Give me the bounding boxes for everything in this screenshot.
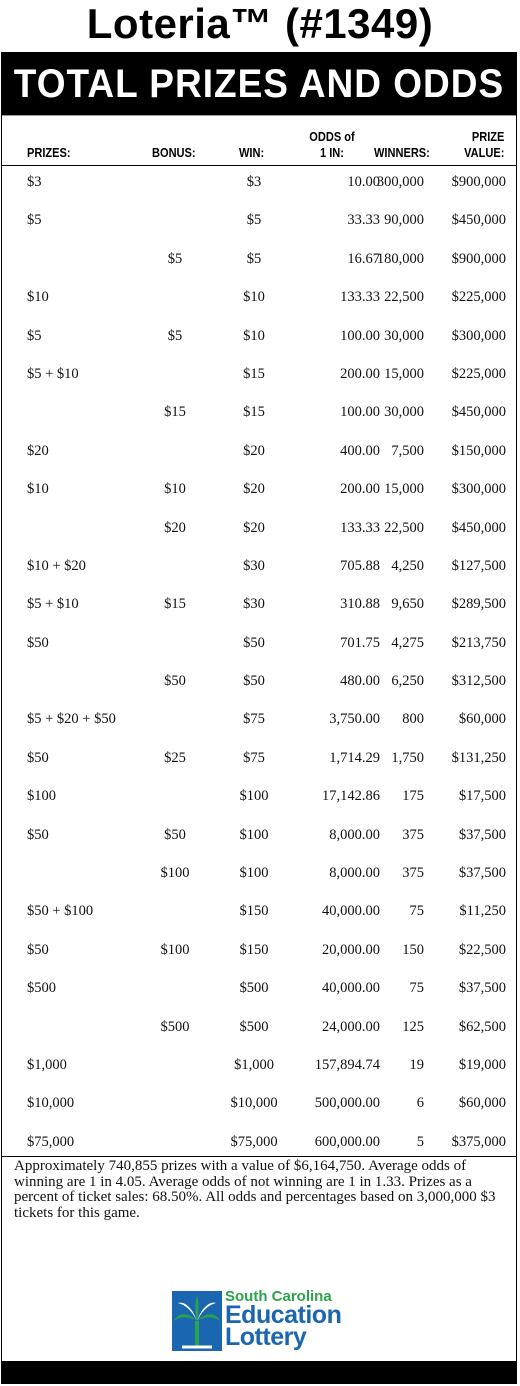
table-row bbox=[2, 365, 516, 403]
cell-value: $213,750 bbox=[451, 634, 506, 651]
cell-value: $60,000 bbox=[458, 1095, 506, 1112]
cell-odds: 600,000.00 bbox=[314, 1133, 380, 1150]
cell-prize: $5 + $10 bbox=[27, 596, 79, 613]
cell-win: $100 bbox=[239, 826, 269, 843]
cell-win: $20 bbox=[243, 442, 265, 459]
cell-value: $900,000 bbox=[451, 174, 506, 190]
cell-prize: $50 bbox=[27, 826, 49, 843]
cell-value: $60,000 bbox=[458, 711, 506, 728]
table-row bbox=[2, 288, 516, 326]
cell-bonus: $100 bbox=[160, 865, 190, 882]
cell-win: $150 bbox=[239, 903, 269, 920]
cell-bonus: $15 bbox=[164, 404, 186, 421]
cell-winners: 15,000 bbox=[384, 365, 424, 382]
cell-winners: 125 bbox=[402, 1018, 424, 1035]
cell-winners: 9,650 bbox=[391, 596, 424, 613]
cell-value: $17,500 bbox=[458, 788, 506, 805]
cell-value: $19,000 bbox=[458, 1056, 506, 1073]
header-prizes: PRIZES: bbox=[27, 145, 71, 160]
cell-prize: $50 bbox=[27, 634, 49, 651]
table-row bbox=[2, 595, 516, 633]
cell-value: $37,500 bbox=[458, 826, 506, 843]
logo-line-south-carolina: South Carolina bbox=[225, 1288, 332, 1305]
header-win: WIN: bbox=[239, 145, 265, 160]
prize-rows bbox=[2, 166, 516, 1171]
cell-prize: $3 bbox=[27, 174, 42, 190]
table-row bbox=[2, 941, 516, 979]
cell-win: $1,000 bbox=[234, 1056, 274, 1073]
table-header-row bbox=[2, 113, 516, 166]
table-row bbox=[2, 480, 516, 518]
cell-value: $225,000 bbox=[451, 365, 506, 382]
cell-win: $3 bbox=[246, 174, 262, 190]
cell-odds: 3,750.00 bbox=[329, 711, 380, 728]
cell-odds: 16.67 bbox=[347, 250, 380, 267]
table-row bbox=[2, 557, 516, 595]
cell-odds: 8,000.00 bbox=[329, 865, 380, 882]
header-odds bbox=[307, 129, 358, 161]
cell-odds: 157,894.74 bbox=[314, 1056, 380, 1073]
cell-prize: $5 + $10 bbox=[27, 365, 79, 382]
cell-bonus: $5 bbox=[167, 327, 183, 344]
table-row bbox=[2, 710, 516, 748]
cell-win: $100 bbox=[239, 865, 269, 882]
cell-winners: 7,500 bbox=[391, 442, 424, 459]
prizes-table-frame bbox=[1, 52, 517, 1384]
cell-prize: $10 bbox=[27, 481, 49, 498]
cell-win: $75 bbox=[243, 711, 265, 728]
table-row bbox=[2, 864, 516, 902]
cell-winners: 19 bbox=[409, 1056, 424, 1073]
cell-value: $375,000 bbox=[451, 1133, 506, 1150]
cell-odds: 40,000.00 bbox=[322, 903, 380, 920]
cell-odds: 10.00 bbox=[347, 174, 380, 190]
cell-bonus: $15 bbox=[164, 596, 186, 613]
cell-odds: 8,000.00 bbox=[329, 826, 380, 843]
cell-value: $450,000 bbox=[451, 212, 506, 229]
cell-winners: 90,000 bbox=[384, 212, 424, 229]
cell-win: $10 bbox=[243, 289, 265, 306]
cell-prize: $10 bbox=[27, 289, 49, 306]
cell-win: $50 bbox=[243, 634, 265, 651]
cell-win: $500 bbox=[239, 980, 269, 997]
cell-odds: 200.00 bbox=[340, 365, 380, 382]
cell-bonus: $5 bbox=[167, 250, 183, 267]
header-value-line2: VALUE: bbox=[463, 145, 504, 160]
cell-value: $289,500 bbox=[451, 596, 506, 613]
cell-win: $150 bbox=[239, 941, 269, 958]
cell-odds: 705.88 bbox=[340, 557, 380, 574]
cell-win: $20 bbox=[243, 519, 265, 536]
cell-bonus: $20 bbox=[164, 519, 186, 536]
cell-winners: 180,000 bbox=[376, 250, 424, 267]
header-prize-value bbox=[464, 129, 504, 161]
table-banner: TOTAL PRIZES AND ODDS bbox=[2, 52, 516, 115]
header-value-line1: PRIZE bbox=[471, 129, 504, 144]
table-row bbox=[2, 672, 516, 710]
cell-value: $62,500 bbox=[458, 1018, 506, 1035]
cell-value: $300,000 bbox=[451, 481, 506, 498]
cell-winners: 175 bbox=[402, 788, 424, 805]
table-row bbox=[2, 787, 516, 825]
cell-win: $15 bbox=[243, 365, 265, 382]
cell-bonus: $100 bbox=[160, 941, 190, 958]
cell-prize: $500 bbox=[27, 980, 56, 997]
cell-prize: $50 bbox=[27, 941, 49, 958]
table-row bbox=[2, 1018, 516, 1056]
cell-odds: 100.00 bbox=[340, 327, 380, 344]
cell-odds: 310.88 bbox=[340, 596, 380, 613]
cell-value: $131,250 bbox=[451, 749, 506, 766]
cell-win: $50 bbox=[243, 673, 265, 690]
cell-value: $312,500 bbox=[451, 673, 506, 690]
cell-bonus: $500 bbox=[160, 1018, 190, 1035]
cell-prize: $5 bbox=[27, 327, 42, 344]
cell-odds: 133.33 bbox=[340, 519, 380, 536]
table-row bbox=[2, 1056, 516, 1094]
cell-winners: 30,000 bbox=[384, 404, 424, 421]
table-row bbox=[2, 403, 516, 441]
logo-line-education: Education bbox=[225, 1301, 342, 1329]
cell-prize: $20 bbox=[27, 442, 49, 459]
cell-odds: 701.75 bbox=[340, 634, 380, 651]
cell-win: $30 bbox=[243, 596, 265, 613]
cell-value: $450,000 bbox=[451, 404, 506, 421]
cell-prize: $5 bbox=[27, 212, 42, 229]
cell-winners: 75 bbox=[409, 903, 424, 920]
table-row bbox=[2, 250, 516, 288]
cell-odds: 1,714.29 bbox=[329, 749, 380, 766]
cell-prize: $100 bbox=[27, 788, 56, 805]
cell-odds: 24,000.00 bbox=[322, 1018, 380, 1035]
cell-winners: 4,275 bbox=[391, 634, 424, 651]
cell-value: $37,500 bbox=[458, 980, 506, 997]
table-row bbox=[2, 173, 516, 211]
cell-win: $20 bbox=[243, 481, 265, 498]
cell-win: $10 bbox=[243, 327, 265, 344]
cell-odds: 17,142.86 bbox=[322, 788, 380, 805]
table-row bbox=[2, 902, 516, 940]
cell-value: $37,500 bbox=[458, 865, 506, 882]
cell-bonus: $10 bbox=[164, 481, 186, 498]
cell-winners: 150 bbox=[402, 941, 424, 958]
cell-winners: 6,250 bbox=[391, 673, 424, 690]
palmetto-icon bbox=[172, 1291, 222, 1351]
cell-prize: $5 + $20 + $50 bbox=[27, 711, 116, 728]
cell-winners: 15,000 bbox=[384, 481, 424, 498]
cell-prize: $50 bbox=[27, 749, 49, 766]
cell-odds: 480.00 bbox=[340, 673, 380, 690]
footnote: Approximately 740,855 prizes with a value of $6,164,750. Average odds of winning are 1 in 4.05. Average odds of not winning are 1 in 1.33. Prizes as a percent of ticket sales: 68.50%. All odds and percentages based on 3,000,000 $3 tickets for this game. bbox=[14, 1158, 496, 1221]
sc-education-lottery-logo bbox=[172, 1289, 362, 1355]
cell-winners: 75 bbox=[409, 980, 424, 997]
header-odds-line1: ODDS of bbox=[309, 129, 355, 144]
table-row bbox=[2, 826, 516, 864]
table-row bbox=[2, 634, 516, 672]
cell-odds: 400.00 bbox=[340, 442, 380, 459]
cell-bonus: $50 bbox=[164, 826, 186, 843]
cell-win: $100 bbox=[239, 788, 269, 805]
cell-winners: 300,000 bbox=[376, 174, 424, 190]
table-row bbox=[2, 979, 516, 1017]
cell-odds: 100.00 bbox=[340, 404, 380, 421]
cell-win: $75 bbox=[243, 749, 265, 766]
cell-prize: $1,000 bbox=[27, 1056, 67, 1073]
cell-odds: 40,000.00 bbox=[322, 980, 380, 997]
cell-win: $500 bbox=[239, 1018, 269, 1035]
logo-line-lottery: Lottery bbox=[225, 1323, 307, 1351]
cell-winners: 6 bbox=[416, 1095, 424, 1112]
cell-winners: 800 bbox=[402, 711, 424, 728]
cell-value: $450,000 bbox=[451, 519, 506, 536]
cell-win: $5 bbox=[246, 212, 262, 229]
cell-winners: 5 bbox=[416, 1133, 424, 1150]
cell-win: $10,000 bbox=[230, 1095, 278, 1112]
cell-odds: 133.33 bbox=[340, 289, 380, 306]
cell-win: $30 bbox=[243, 557, 265, 574]
cell-bonus: $25 bbox=[164, 749, 186, 766]
cell-win: $15 bbox=[243, 404, 265, 421]
header-odds-line2: 1 IN: bbox=[320, 145, 344, 160]
table-row bbox=[2, 749, 516, 787]
cell-odds: 20,000.00 bbox=[322, 941, 380, 958]
cell-prize: $10,000 bbox=[27, 1095, 75, 1112]
cell-value: $900,000 bbox=[451, 250, 506, 267]
header-bonus: BONUS: bbox=[152, 145, 196, 160]
cell-bonus: $50 bbox=[164, 673, 186, 690]
cell-value: $150,000 bbox=[451, 442, 506, 459]
header-winners: WINNERS: bbox=[374, 145, 430, 160]
cell-value: $225,000 bbox=[451, 289, 506, 306]
table-row bbox=[2, 442, 516, 480]
cell-winners: 375 bbox=[402, 826, 424, 843]
cell-value: $11,250 bbox=[459, 903, 506, 920]
table-row bbox=[2, 211, 516, 249]
cell-winners: 375 bbox=[402, 865, 424, 882]
cell-prize: $75,000 bbox=[27, 1133, 75, 1150]
cell-win: $5 bbox=[246, 250, 262, 267]
table-row bbox=[2, 1094, 516, 1132]
cell-winners: 1,750 bbox=[391, 749, 424, 766]
table-row bbox=[2, 519, 516, 557]
cell-winners: 30,000 bbox=[384, 327, 424, 344]
cell-value: $300,000 bbox=[451, 327, 506, 344]
cell-value: $22,500 bbox=[458, 941, 506, 958]
page-title: Loteria™ (#1349) bbox=[86, 0, 434, 47]
cell-prize: $10 + $20 bbox=[27, 557, 86, 574]
cell-odds: 33.33 bbox=[347, 212, 380, 229]
cell-odds: 200.00 bbox=[340, 481, 380, 498]
cell-odds: 500,000.00 bbox=[314, 1095, 380, 1112]
cell-winners: 22,500 bbox=[384, 519, 424, 536]
cell-value: $127,500 bbox=[451, 557, 506, 574]
bottom-bar bbox=[2, 1361, 516, 1383]
cell-win: $75,000 bbox=[230, 1133, 278, 1150]
cell-prize: $50 + $100 bbox=[27, 903, 94, 920]
cell-winners: 22,500 bbox=[384, 289, 424, 306]
cell-winners: 4,250 bbox=[391, 557, 424, 574]
footnote-divider bbox=[2, 1156, 516, 1157]
table-row bbox=[2, 327, 516, 365]
